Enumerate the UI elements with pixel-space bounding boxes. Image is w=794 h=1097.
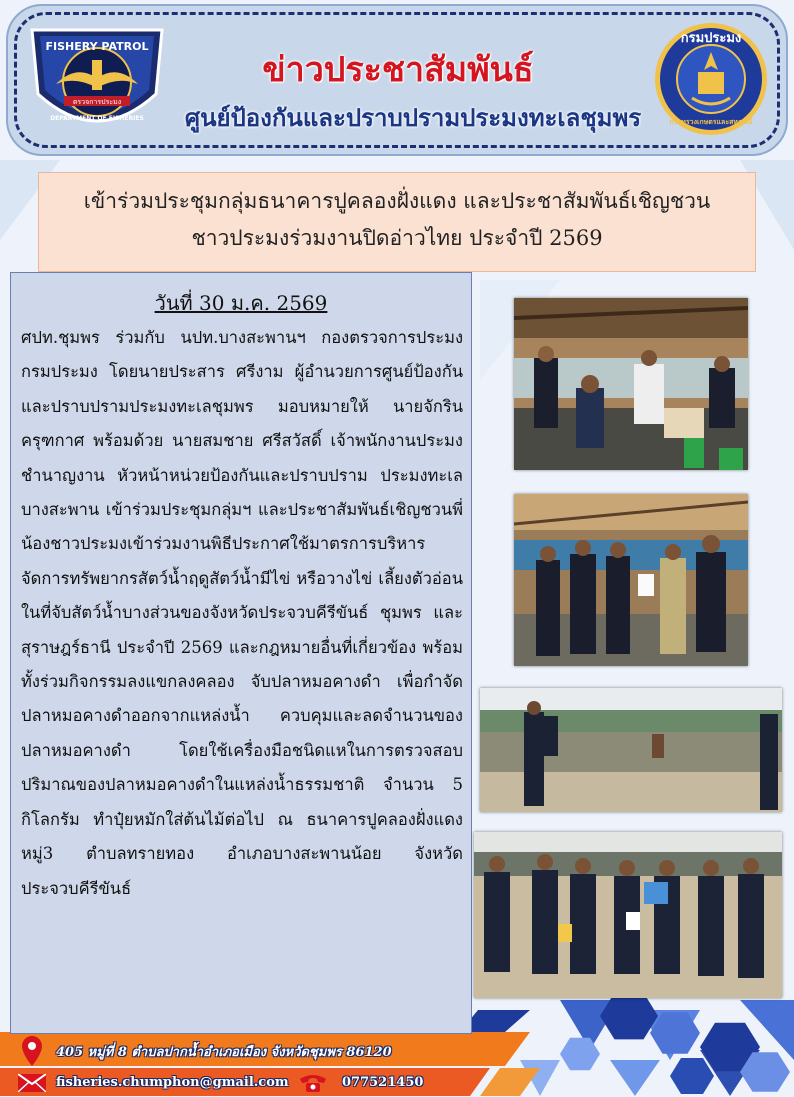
mail-icon [18, 1074, 46, 1092]
headline-line-1: เข้าร่วมประชุมกลุ่มธนาคารปูคลองฝั่งแดง และประชาสัมพันธ์เชิญชวน [83, 189, 711, 213]
meeting-under-shelter-photo [514, 298, 748, 470]
location-pin-icon [22, 1036, 42, 1066]
article-panel [10, 272, 472, 1034]
svg-text:กรมประมง: กรมประมง [680, 31, 742, 46]
headline-line-2: ชาวประมงร่วมงานปิดอ่าวไทย ประจำปี 2569 [191, 226, 603, 250]
svg-text:กระทรวงเกษตรและสหกรณ์: กระทรวงเกษตรและสหกรณ์ [669, 118, 753, 126]
headline-box [38, 172, 756, 272]
group-handover-photo [514, 494, 748, 666]
page-title: ข่าวประชาสัมพันธ์ [262, 50, 534, 90]
fishery-patrol-badge-icon [26, 24, 168, 142]
department-of-fisheries-seal-icon [652, 20, 770, 138]
svg-text:FISHERY PATROL: FISHERY PATROL [45, 40, 149, 53]
footer-phone[interactable]: 077521450 [342, 1075, 424, 1090]
footer-address: 405 หมู่ที่ 8 ตำบลปากน้ำอำเภอเมือง จังหวัดชุมพร 86120 [56, 1045, 392, 1060]
article-body: ศปท.ชุมพร ร่วมกับ นปท.บางสะพานฯ กองตรวจการประมง กรมประมง โดยนายประสาร ศรีงาม ผู้อำนวยการศูนย์ป้องกันและปราบปรามประมงทะเลชุมพร มอบหมายให้ นายจักริน ครุฑกาศ พร้อมด้วย นายสมชาย ศรีสวัสดิ์ เจ้าพนักงานประมงชำนาญงาน หัวหน้าหน่วยป้องกันและปราบปราม ประมงทะเลบางสะพาน เข้าร่วมประชุมกลุ่มฯ และประชาสัมพันธ์เชิญชวนพี่น้องชาวประมงเข้าร่วมงานพิธีประกาศใช้มาตรการบริหารจัดการทรัพยากรสัตว์น้ำฤดูสัตว์น้ำมีไข่ หรือวางไข่ เลี้ยงตัวอ่อน ในที่จับสัตว์น้ำบางส่วนของจังหวัดประจวบคีรีขันธ์ ชุมพร และสุราษฎร์ธานี ประจำปี 2569 และกฎหมายอื่นที่เกี่ยวข้อง พร้อมทั้งร่วมกิจกรรมลงแขกลงคลอง จับปลาหมอคางดำ เพื่อกำจัดปลาหมอคางดำออกจากแหล่งน้ำ ควบคุมและลดจำนวนของปลาหมอคางดำ โดยใช้เครื่องมือชนิดแหในการตรวจสอบปริมาณของปลาหมอคางดำในแหล่งน้ำธรรมชาติ จำนวน 5 กิโลกรัม ทำปุ๋ยหมักใส่ต้นไม้ต่อไป ณ ธนาคารปูคลองฝั่งแดง หมู่3 ตำบลทรายทอง อำเภอบางสะพานน้อย จังหวัดประจวบคีรีขันธ์ [21, 328, 463, 898]
footer-email[interactable]: fisheries.chumphon@gmail.com [56, 1075, 289, 1090]
cast-net-fishing-photo [480, 688, 782, 812]
svg-text:DEPARTMENT OF FISHERIES: DEPARTMENT OF FISHERIES [50, 115, 144, 122]
header-banner [6, 4, 788, 156]
article-date: วันที่ 30 ม.ค. 2569 [154, 291, 328, 315]
page-subtitle: ศูนย์ป้องกันและปราบปรามประมงทะเลชุมพร [184, 104, 642, 132]
group-on-beach-photo [474, 832, 782, 998]
phone-icon [298, 1073, 328, 1093]
svg-text:ตรวจการประมง: ตรวจการประมง [72, 98, 122, 106]
